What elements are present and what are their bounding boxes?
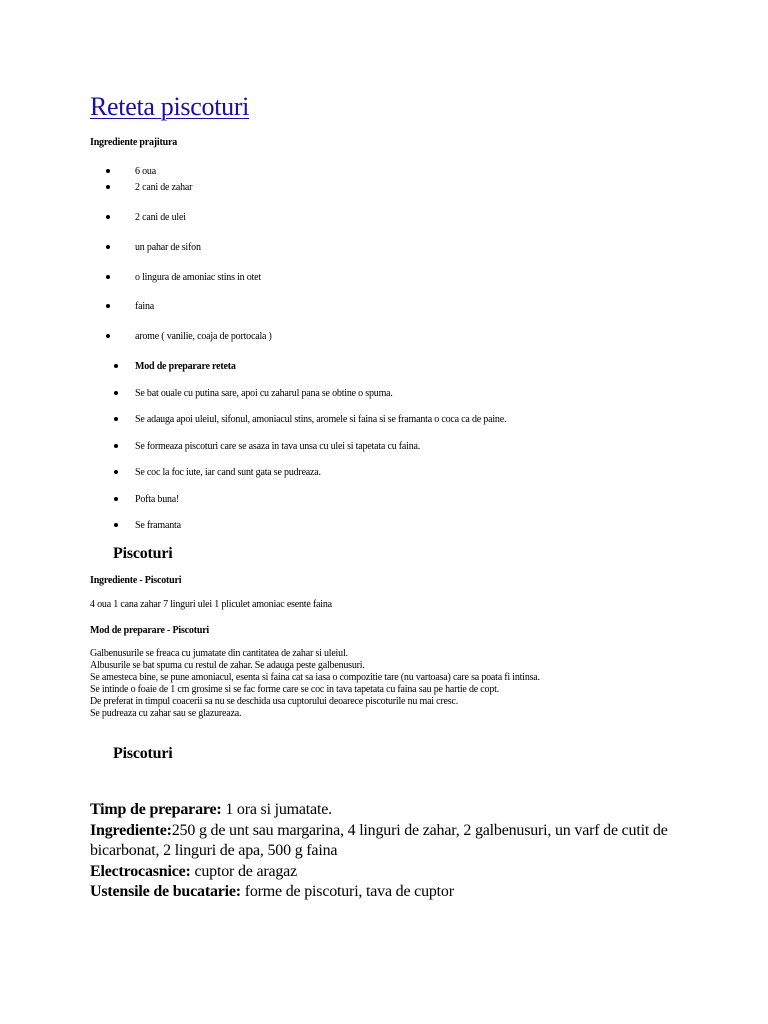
- paragraph-line: Se pudreaza cu zahar sau se glazureaza.: [90, 708, 242, 719]
- paragraph-line: Galbenusurile se freaca cu jumatate din cantitatea de zahar si uleiul.: [90, 648, 348, 659]
- recipe-details: [90, 800, 690, 903]
- bullet-icon: [114, 497, 118, 501]
- utensils-label: Ustensile de bucatarie:: [90, 883, 241, 900]
- paragraph-line: Se intinde o foaie de 1 cm grosime si se fac forme care se coc in tava tapetata cu faina sau pe hartie de copt.: [90, 684, 500, 695]
- paragraph-line: De preferat in timpul coacerii sa nu se deschida usa cuptorului deoarece piscoturile nu mai cresc.: [90, 696, 459, 707]
- paragraph-line: Se amesteca bine, se pune amoniacul, esenta si faina cat sa iasa o compozitie tare (nu vartoasa) care sa poata fi intinsa.: [90, 672, 540, 683]
- bullet-icon: [106, 304, 110, 308]
- bullet-icon: [114, 470, 118, 474]
- bullet-icon: [114, 444, 118, 448]
- method-piscoturi-paragraph: [90, 648, 540, 720]
- appliances-value: cuptor de aragaz: [190, 862, 297, 880]
- section-heading-piscoturi-2: Piscoturi: [113, 745, 173, 762]
- appliances-row: [90, 862, 690, 883]
- document-page: Reteta piscoturi Ingrediente prajitura 6 oua 2 cani de zahar 2 cani de ulei un pahar de sifon o lingura de amoniac stins in otet faina arome ( vanilie, coaja de portocala ) Mod de preparare reteta Se bat ouale cu putina sare, apoi cu zaharul pana se obtine o spuma. Se adauga apoi uleiul, sifonul, amoniacul stins, aromele si faina si se framanta o coca ca de paine. Se formeaza piscoturi care se asaza in tava unsa cu ulei si tapetata cu faina. Se coc la foc iute, iar cand sunt gata se pudreaza. Pofta buna! Se framanta Piscoturi Ingrediente - Piscoturi 4 oua 1 cana zahar 7 linguri ulei 1 pliculet amoniac esente faina Mod de preparare - Piscoturi Galbenusurile se freaca cu jumatate din cantitatea de zahar si uleiul. Albusurile se bat spuma cu restul de zahar. Se adauga peste galbenusuri. Se amesteca bine, se pune amoniacul, esenta si faina cat sa iasa o compozitie tare (nu vartoasa) care sa poata fi intinsa. Se intinde o foaie de 1 cm grosime si se fac forme care se coc in tava tapetata cu faina sau pe hartie de copt. De preferat in timpul coacerii sa nu se deschida usa cuptorului deoarece piscoturile nu mai cresc. Se pudreaza cu zahar sau se glazureaza. Piscoturi Timp de preparare: 1 ora si jumatate. Ingrediente:250 g de unt sau margarina, 4 linguri de zahar, 2 galbenusuri, un varf de cutit de bicarbonat, 2 linguri de apa, 500 g faina Electrocasnice: cuptor de aragaz Ustensile de bucatarie: forme de piscoturi, tava de cuptor: [0, 0, 768, 1024]
- utensils-value: forme de piscoturi, tava de cuptor: [240, 883, 454, 900]
- bullet-icon: [106, 169, 110, 173]
- ingredients-label: Ingrediente:: [90, 821, 172, 839]
- ingredients-heading: Ingrediente prajitura: [90, 137, 177, 148]
- ingredients-value: 250 g de unt sau margarina, 4 linguri de zahar, 2 galbenusuri, un varf de cutit de bicarbonat, 2 linguri de apa, 500 g faina: [90, 821, 668, 859]
- bullet-icon: [114, 417, 118, 421]
- prep-time-row: [90, 800, 690, 821]
- bullet-icon: [106, 275, 110, 279]
- ingredients-piscoturi-label: Ingrediente - Piscoturi: [90, 575, 182, 586]
- paragraph-line: Albusurile se bat spuma cu restul de zahar. Se adauga peste galbenusuri.: [90, 660, 365, 671]
- ingredients-row: [90, 821, 690, 862]
- method-piscoturi-label: Mod de preparare - Piscoturi: [90, 625, 210, 636]
- recipe-title-link[interactable]: Reteta piscoturi: [90, 92, 250, 121]
- section-heading-piscoturi: Piscoturi: [113, 545, 173, 562]
- prep-time-label: Timp de preparare:: [90, 801, 222, 818]
- bullet-icon: [106, 185, 110, 189]
- bullet-icon: [114, 523, 118, 527]
- utensils-row: [90, 882, 690, 903]
- bullet-icon: [106, 215, 110, 219]
- bullet-icon: [106, 245, 110, 249]
- bullet-icon: [114, 391, 118, 395]
- prep-time-value: 1 ora si jumatate.: [221, 801, 332, 818]
- appliances-label: Electrocasnice:: [90, 862, 191, 880]
- bullet-icon: [114, 364, 118, 368]
- ingredients-piscoturi-text: 4 oua 1 cana zahar 7 linguri ulei 1 pliculet amoniac esente faina: [90, 599, 332, 610]
- bullet-icon: [106, 334, 110, 338]
